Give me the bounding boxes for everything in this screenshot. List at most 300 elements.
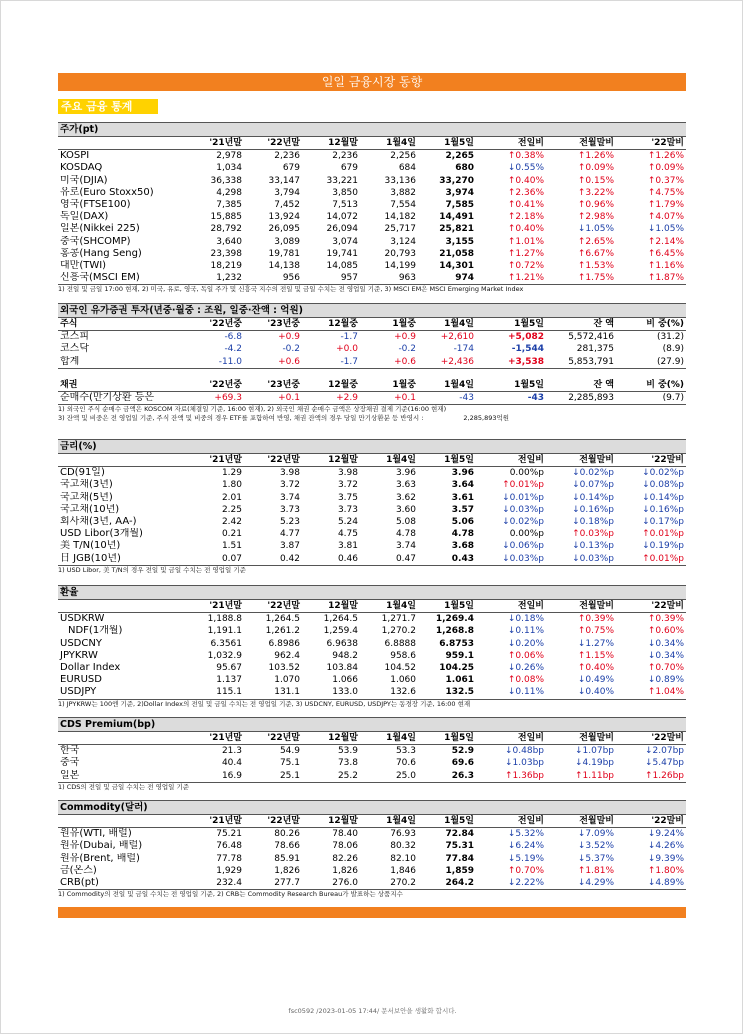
foreign-header-6: 1월5일 — [476, 379, 546, 392]
cds-header-2: '22년말 — [244, 732, 302, 745]
cds-row — [58, 757, 686, 769]
rates-row — [58, 540, 686, 552]
commodity-cell: ↓5.32% — [507, 829, 544, 840]
fx-cell: 1,271.7 — [381, 614, 416, 625]
rates-row — [58, 553, 686, 566]
rates-cell: 3.87 — [279, 541, 300, 552]
rates-cell: 3.96 — [395, 468, 416, 479]
foreign-header-6: 1월5일 — [476, 318, 546, 331]
commodity-cell: 264.2 — [418, 877, 476, 890]
stocks-cell: 14,199 — [384, 260, 416, 271]
foreign-cell: +2.9 — [302, 391, 360, 404]
cds-cell: ↓2.07bp — [644, 746, 684, 757]
stocks-cell: 7,554 — [390, 200, 416, 211]
rates-header-6: 전일비 — [476, 454, 546, 467]
foreign-row — [58, 343, 686, 355]
fx-cell: ↑0.60% — [647, 626, 684, 637]
fx-row-label: NDF(1개월) — [68, 625, 123, 637]
foreign-cell: +69.3 — [186, 391, 244, 404]
fx-title: 환율 — [58, 585, 686, 600]
commodity-cell: 78.66 — [274, 841, 300, 852]
commodity-cell: 277.7 — [244, 877, 302, 890]
foreign-cell: +2,610 — [440, 332, 474, 343]
stocks-cell: 25,717 — [384, 224, 416, 235]
rates-cell: ↑0.01%p — [642, 529, 684, 540]
fx-cell: ↓0.20% — [507, 638, 544, 649]
foreign-bond-table — [58, 379, 686, 405]
rates-cell: 4.78 — [395, 529, 416, 540]
stocks-cell: ↑0.09% — [577, 163, 614, 174]
fx-row — [58, 650, 686, 662]
rates-cell: 3.74 — [279, 492, 300, 503]
bottom-bar — [58, 907, 686, 918]
commodity-cell: 82.26 — [332, 853, 358, 864]
fx-cell: 1,261.2 — [265, 626, 300, 637]
stocks-cell: 28,792 — [210, 224, 242, 235]
page-footer: fsc0592 /2023-01-05 17:44/ 문서보안을 생활화 합시다. — [288, 1007, 457, 1015]
foreign-header-0: 채권 — [58, 379, 186, 392]
stocks-cell: 36,338 — [210, 175, 242, 186]
stocks-title: 주가(pt) — [58, 122, 686, 137]
foreign-header-1: '22년중 — [186, 379, 244, 392]
stocks-cell: 14,182 — [384, 212, 416, 223]
rates-cell: 0.43 — [418, 553, 476, 566]
commodity-cell: 78.40 — [332, 829, 358, 840]
fx-cell: 95.67 — [216, 663, 242, 674]
fx-cell: 131.1 — [244, 686, 302, 699]
rates-cell: 3.81 — [337, 541, 358, 552]
foreign-cell: +5,082 — [507, 332, 544, 343]
foreign-header-3: 12월중 — [302, 379, 360, 392]
rates-cell: ↓0.03%p — [476, 553, 546, 566]
stocks-cell: ↑0.72% — [507, 260, 544, 271]
rates-row-label: CD(91일) — [60, 467, 105, 479]
stocks-cell: ↑2.14% — [647, 236, 684, 247]
foreign-cell: 5,572,416 — [568, 332, 614, 343]
stocks-row-label: 홍콩(Hang Seng) — [60, 247, 142, 259]
fx-cell: 6.9638 — [326, 638, 358, 649]
stocks-row — [58, 162, 686, 174]
rates-cell: 3.98 — [279, 468, 300, 479]
fx-cell: 132.5 — [418, 686, 476, 699]
stocks-cell: 974 — [418, 272, 476, 285]
cds-cell: ↑1.11bp — [546, 770, 616, 783]
stocks-cell: 7,452 — [274, 200, 300, 211]
cds-cell: 53.9 — [337, 746, 358, 757]
foreign-header-2: '23년중 — [244, 318, 302, 331]
stocks-cell: 33,147 — [268, 175, 300, 186]
section-subtitle: 주요 금융 통계 — [58, 99, 158, 114]
rates-cell: ↑0.01%p — [502, 480, 544, 491]
fx-cell: 1.070 — [274, 675, 300, 686]
stocks-cell: 33,136 — [384, 175, 416, 186]
cds-cell: ↑1.36bp — [476, 770, 546, 783]
foreign-note-2-text: 3) 잔액 및 비중은 전 영업일 기준, 주식 잔액 및 비중의 경우 ETF를 포함하여 반영, 채권 잔액의 경우 당일 만기상환분 등 반영시 : — [58, 414, 424, 423]
stocks-cell: ↓1.05% — [577, 224, 614, 235]
rates-cell: 0.07 — [186, 553, 244, 566]
foreign-header-5: 1월4일 — [418, 318, 476, 331]
stocks-cell: ↑0.40% — [507, 224, 544, 235]
fx-row-label: USDJPY — [58, 686, 186, 699]
fx-row — [58, 686, 686, 699]
foreign-row — [58, 356, 686, 369]
rates-row — [58, 479, 686, 491]
rates-header-4: 1월4일 — [360, 454, 418, 467]
commodity-row-label: 금(온스) — [60, 864, 97, 876]
foreign-cell: -1,544 — [511, 344, 544, 355]
stocks-note: 1) 전일 및 금일 17:00 현재, 2) 미국, 유로, 영국, 독일 주가 및 신흥국 지수의 전일 및 금일 수치는 전 영업일 기준, 3) MSCI EM은 MSCI Emerging Market Index — [58, 285, 524, 294]
cds-cell: 52.9 — [451, 746, 474, 757]
commodity-row — [58, 865, 686, 877]
foreign-row — [58, 331, 686, 344]
fx-cell: ↓0.49% — [577, 675, 614, 686]
cds-header-6: 전일비 — [476, 732, 546, 745]
foreign-cell: -43 — [476, 391, 546, 404]
commodity-row-label: CRB(pt) — [58, 877, 186, 890]
cds-cell: 40.4 — [221, 758, 242, 769]
stocks-cell: ↑4.75% — [647, 187, 684, 198]
foreign-section — [58, 303, 686, 423]
stocks-cell: 33,221 — [326, 175, 358, 186]
fx-cell: 104.52 — [384, 663, 416, 674]
rates-cell: 1.29 — [221, 468, 242, 479]
fx-cell: ↓0.89% — [647, 675, 684, 686]
commodity-header-5: 1월5일 — [418, 815, 476, 828]
cds-cell: 54.9 — [279, 746, 300, 757]
rates-cell: 4.78 — [451, 529, 474, 540]
commodity-cell: 72.84 — [445, 829, 474, 840]
stocks-header-8: '22말비 — [616, 137, 686, 150]
stocks-cell: 2,978 — [216, 151, 242, 162]
fx-cell: 104.25 — [439, 663, 474, 674]
fx-header-3: 12월말 — [302, 600, 360, 613]
stocks-cell: 21,058 — [439, 248, 474, 259]
stocks-header-2: '22년말 — [244, 137, 302, 150]
cds-header-5: 1월5일 — [418, 732, 476, 745]
stocks-row — [58, 223, 686, 235]
stocks-row — [58, 187, 686, 199]
cds-row — [58, 770, 686, 783]
commodity-header-7: 전월말비 — [546, 815, 616, 828]
commodity-cell: ↑1.81% — [577, 865, 614, 876]
stocks-cell: ↑1.75% — [546, 272, 616, 285]
fx-row — [58, 613, 686, 626]
rates-cell: 3.60 — [395, 504, 416, 515]
rates-header-8: '22말비 — [616, 454, 686, 467]
fx-row-label: Dollar Index — [60, 662, 121, 674]
fx-row-label: USDCNY — [60, 637, 102, 649]
cds-cell: 53.3 — [395, 746, 416, 757]
rates-header-5: 1월5일 — [418, 454, 476, 467]
fx-cell: 1,188.8 — [207, 614, 242, 625]
stocks-cell: 3,882 — [390, 187, 416, 198]
fx-cell: ↓0.11% — [476, 686, 546, 699]
foreign-cell: +0.1 — [360, 391, 418, 404]
stocks-row — [58, 150, 686, 163]
fx-cell: 103.52 — [268, 663, 300, 674]
commodity-row — [58, 853, 686, 865]
rates-table — [58, 454, 686, 566]
stocks-cell: 26,094 — [326, 224, 358, 235]
cds-header-4: 1월4일 — [360, 732, 418, 745]
cds-header-3: 12월말 — [302, 732, 360, 745]
stocks-header-0 — [58, 137, 186, 150]
fx-header-1: '21년말 — [186, 600, 244, 613]
rates-row-label: 국고채(3년) — [60, 479, 113, 491]
rates-title: 금리(%) — [58, 439, 686, 454]
stocks-cell: ↑0.37% — [647, 175, 684, 186]
stocks-row — [58, 211, 686, 223]
fx-cell: 115.1 — [186, 686, 244, 699]
stocks-cell: ↑6.45% — [647, 248, 684, 259]
stocks-row-label: 중국(SHCOMP) — [60, 235, 131, 247]
commodity-row-label: 원유(WTI, 배럴) — [60, 828, 132, 840]
stocks-cell: 1,232 — [186, 272, 244, 285]
stocks-cell: 679 — [340, 163, 358, 174]
fx-cell: ↓0.34% — [647, 638, 684, 649]
fx-cell: 1,270.2 — [381, 626, 416, 637]
commodity-cell: ↑0.70% — [507, 865, 544, 876]
foreign-header-0: 주식 — [58, 318, 186, 331]
stocks-cell: 679 — [282, 163, 300, 174]
fx-header-8: '22말비 — [616, 600, 686, 613]
rates-cell: 2.01 — [221, 492, 242, 503]
stocks-cell: ↓1.05% — [647, 224, 684, 235]
rates-cell: 5.24 — [337, 517, 358, 528]
commodity-row — [58, 877, 686, 890]
commodity-header-4: 1월4일 — [360, 815, 418, 828]
fx-cell: ↓0.18% — [507, 614, 544, 625]
rates-section — [58, 439, 686, 575]
foreign-cell: +0.9 — [394, 332, 416, 343]
cds-cell: ↓5.47bp — [644, 758, 684, 769]
stocks-row-label: 일본(Nikkei 225) — [60, 223, 140, 235]
foreign-row-label: 순매수(만기상환 등은 — [58, 391, 186, 404]
rates-cell: 0.42 — [244, 553, 302, 566]
commodity-cell: ↓6.24% — [507, 841, 544, 852]
stocks-cell: ↑4.07% — [647, 212, 684, 223]
stocks-header-3: 12월말 — [302, 137, 360, 150]
stocks-cell: 33,270 — [439, 175, 474, 186]
fx-cell: 959.1 — [445, 650, 474, 661]
stocks-row-label: 미국(DJIA) — [60, 174, 108, 186]
fx-cell: 962.4 — [274, 650, 300, 661]
rates-row-label: 국고채(10년) — [60, 503, 120, 515]
rates-cell: 3.98 — [337, 468, 358, 479]
foreign-cell: (9.7) — [616, 391, 686, 404]
stocks-row — [58, 175, 686, 187]
rates-row — [58, 467, 686, 480]
stocks-cell: ↑2.98% — [577, 212, 614, 223]
rates-row-label: 日 JGB(10년) — [58, 553, 186, 566]
stocks-cell: 14,085 — [326, 260, 358, 271]
commodity-row-label: 원유(Dubai, 배럴) — [60, 840, 143, 852]
stocks-row-label: 독일(DAX) — [60, 211, 109, 223]
stocks-cell: ↑1.79% — [647, 200, 684, 211]
rates-cell: ↓0.03%p — [502, 504, 544, 515]
commodity-cell: ↓9.24% — [647, 829, 684, 840]
fx-row — [58, 662, 686, 674]
commodity-cell: ↑1.80% — [647, 865, 684, 876]
rates-row-label: 회사채(3년, AA-) — [60, 516, 137, 528]
commodity-cell: 75.31 — [445, 841, 474, 852]
stocks-cell: ↑6.67% — [577, 248, 614, 259]
commodity-header-3: 12월말 — [302, 815, 360, 828]
cds-note: 1) CDS의 전일 및 금일 수치는 전 영업일 기준 — [58, 782, 190, 791]
commodity-cell: 232.4 — [186, 877, 244, 890]
stocks-header-5: 1월5일 — [418, 137, 476, 150]
fx-cell: 6.8986 — [268, 638, 300, 649]
rates-cell: ↓0.16%p — [572, 504, 614, 515]
stocks-cell: 7,385 — [216, 200, 242, 211]
stocks-cell: ↑1.26% — [647, 151, 684, 162]
fx-cell: 958.6 — [390, 650, 416, 661]
fx-note: 1) JPYKRW는 100엔 기준, 2)Dollar Index의 전일 및 금일 수치는 전 영업일 기준, 3) USDCNY, EURUSD, USDJPY는 동경장 기준, 16:00 현재 — [58, 699, 471, 708]
foreign-cell: -6.8 — [224, 332, 242, 343]
foreign-note-1: 1) 외국인 주식 순매수 금액은 KOSCOM 자료(체결일 기준, 16:00 현재), 2) 외국인 채권 순매수 금액은 상장채권 결제 기준(16:00 현재) — [58, 405, 447, 414]
stocks-cell: 3,794 — [274, 187, 300, 198]
foreign-cell: (27.9) — [616, 356, 686, 369]
commodity-row — [58, 828, 686, 841]
commodity-header-8: '22말비 — [616, 815, 686, 828]
rates-header-0 — [58, 454, 186, 467]
commodity-cell: 76.93 — [390, 829, 416, 840]
stocks-header-4: 1월4일 — [360, 137, 418, 150]
page-title: 일일 금융시장 동향 — [58, 73, 686, 91]
stocks-cell: 3,850 — [332, 187, 358, 198]
foreign-cell: -1.7 — [340, 332, 358, 343]
stocks-cell: 2,236 — [332, 151, 358, 162]
stocks-cell: ↓0.55% — [507, 163, 544, 174]
stocks-cell: ↑0.41% — [507, 200, 544, 211]
rates-header-2: '22년말 — [244, 454, 302, 467]
foreign-note-2 — [58, 414, 686, 423]
rates-cell: 0.21 — [221, 529, 242, 540]
rates-cell: 4.77 — [279, 529, 300, 540]
cds-cell: 25.0 — [360, 770, 418, 783]
fx-header-7: 전월말비 — [546, 600, 616, 613]
rates-row — [58, 504, 686, 516]
stocks-cell: 2,236 — [274, 151, 300, 162]
rates-row — [58, 492, 686, 504]
commodity-note: 1) Commodity의 전일 및 금일 수치는 전 영업일 기준, 2) CRB는 Commodity Research Bureau가 발표하는 상품지수 — [58, 890, 403, 899]
cds-cell: 26.3 — [418, 770, 476, 783]
stocks-cell: 7,513 — [332, 200, 358, 211]
rates-cell: ↑0.03%p — [572, 529, 614, 540]
stocks-cell: 4,298 — [216, 187, 242, 198]
cds-row-label: 한국 — [60, 745, 80, 757]
foreign-row-label: 코스닥 — [60, 343, 89, 355]
stocks-cell: 14,072 — [326, 212, 358, 223]
foreign-row-label: 코스피 — [60, 331, 89, 343]
commodity-cell: ↓3.52% — [577, 841, 614, 852]
cds-row-label: 중국 — [60, 757, 80, 769]
rates-cell: 3.72 — [337, 480, 358, 491]
stocks-header-1: '21년말 — [186, 137, 244, 150]
commodity-cell: 75.21 — [216, 829, 242, 840]
commodity-cell: ↓7.09% — [577, 829, 614, 840]
fx-header-5: 1월5일 — [418, 600, 476, 613]
commodity-table — [58, 815, 686, 890]
cds-cell: 16.9 — [186, 770, 244, 783]
foreign-cell: +0.0 — [336, 344, 358, 355]
commodity-header-2: '22년말 — [244, 815, 302, 828]
rates-cell: ↓0.19%p — [642, 541, 684, 552]
foreign-cell: 2,285,893 — [546, 391, 616, 404]
stocks-cell: 1,034 — [216, 163, 242, 174]
fx-cell: ↑0.08% — [507, 675, 544, 686]
foreign-header-7: 잔 액 — [546, 379, 616, 392]
fx-cell: 103.84 — [326, 663, 358, 674]
rates-cell: ↓0.02%p — [502, 517, 544, 528]
cds-cell: ↑1.26bp — [616, 770, 686, 783]
stocks-cell: 3,640 — [216, 236, 242, 247]
stocks-row-label: 신흥국(MSCI EM) — [58, 272, 186, 285]
stocks-cell: 684 — [398, 163, 416, 174]
fx-cell: ↓1.27% — [577, 638, 614, 649]
commodity-cell: 1,826 — [332, 865, 358, 876]
cds-cell: 25.1 — [244, 770, 302, 783]
fx-cell: 1,259.4 — [323, 626, 358, 637]
foreign-header-8: 비 중(%) — [616, 318, 686, 331]
commodity-cell: ↓2.22% — [476, 877, 546, 890]
foreign-header-2: '23년중 — [244, 379, 302, 392]
stocks-cell: ↑2.36% — [507, 187, 544, 198]
foreign-cell: 281,375 — [576, 344, 614, 355]
rates-cell: ↓0.07%p — [572, 480, 614, 491]
foreign-header-1: '22년중 — [186, 318, 244, 331]
commodity-cell: ↓4.29% — [546, 877, 616, 890]
foreign-header-4: 1월중 — [360, 379, 418, 392]
cds-cell: 21.3 — [221, 746, 242, 757]
commodity-header-1: '21년말 — [186, 815, 244, 828]
stocks-cell: 3,974 — [445, 187, 474, 198]
fx-cell: ↓0.11% — [507, 626, 544, 637]
rates-cell: 0.00%p — [509, 529, 544, 540]
rates-cell: ↓0.13%p — [572, 541, 614, 552]
foreign-note-2-value: 2,285,893억원 — [463, 414, 510, 423]
commodity-title: Commodity(달러) — [58, 800, 686, 815]
fx-cell: ↑0.75% — [577, 626, 614, 637]
stocks-cell: 23,398 — [210, 248, 242, 259]
rates-cell: 3.62 — [395, 492, 416, 503]
fx-cell: 1,268.8 — [435, 626, 474, 637]
fx-cell: ↓0.34% — [647, 650, 684, 661]
stocks-cell: ↑3.22% — [577, 187, 614, 198]
foreign-header-7: 잔 액 — [546, 318, 616, 331]
fx-header-0 — [58, 600, 186, 613]
rates-cell: ↓0.14%p — [642, 492, 684, 503]
stocks-row-label: 유로(Euro Stoxx50) — [60, 186, 154, 198]
fx-cell: ↑0.06% — [507, 650, 544, 661]
commodity-cell: 270.2 — [360, 877, 418, 890]
commodity-cell: 82.10 — [390, 853, 416, 864]
commodity-header-0 — [58, 815, 186, 828]
rates-cell: 2.42 — [221, 517, 242, 528]
commodity-cell: 1,846 — [390, 865, 416, 876]
rates-cell: 3.63 — [395, 480, 416, 491]
stocks-section — [58, 122, 686, 294]
stocks-cell: 14,301 — [439, 260, 474, 271]
foreign-cell: -43 — [418, 391, 476, 404]
stocks-cell: ↑1.26% — [577, 151, 614, 162]
commodity-cell: 1,929 — [216, 865, 242, 876]
commodity-cell: 1,826 — [274, 865, 300, 876]
stocks-cell: ↑0.09% — [647, 163, 684, 174]
stocks-row — [58, 236, 686, 248]
cds-table — [58, 732, 686, 783]
fx-header-2: '22년말 — [244, 600, 302, 613]
